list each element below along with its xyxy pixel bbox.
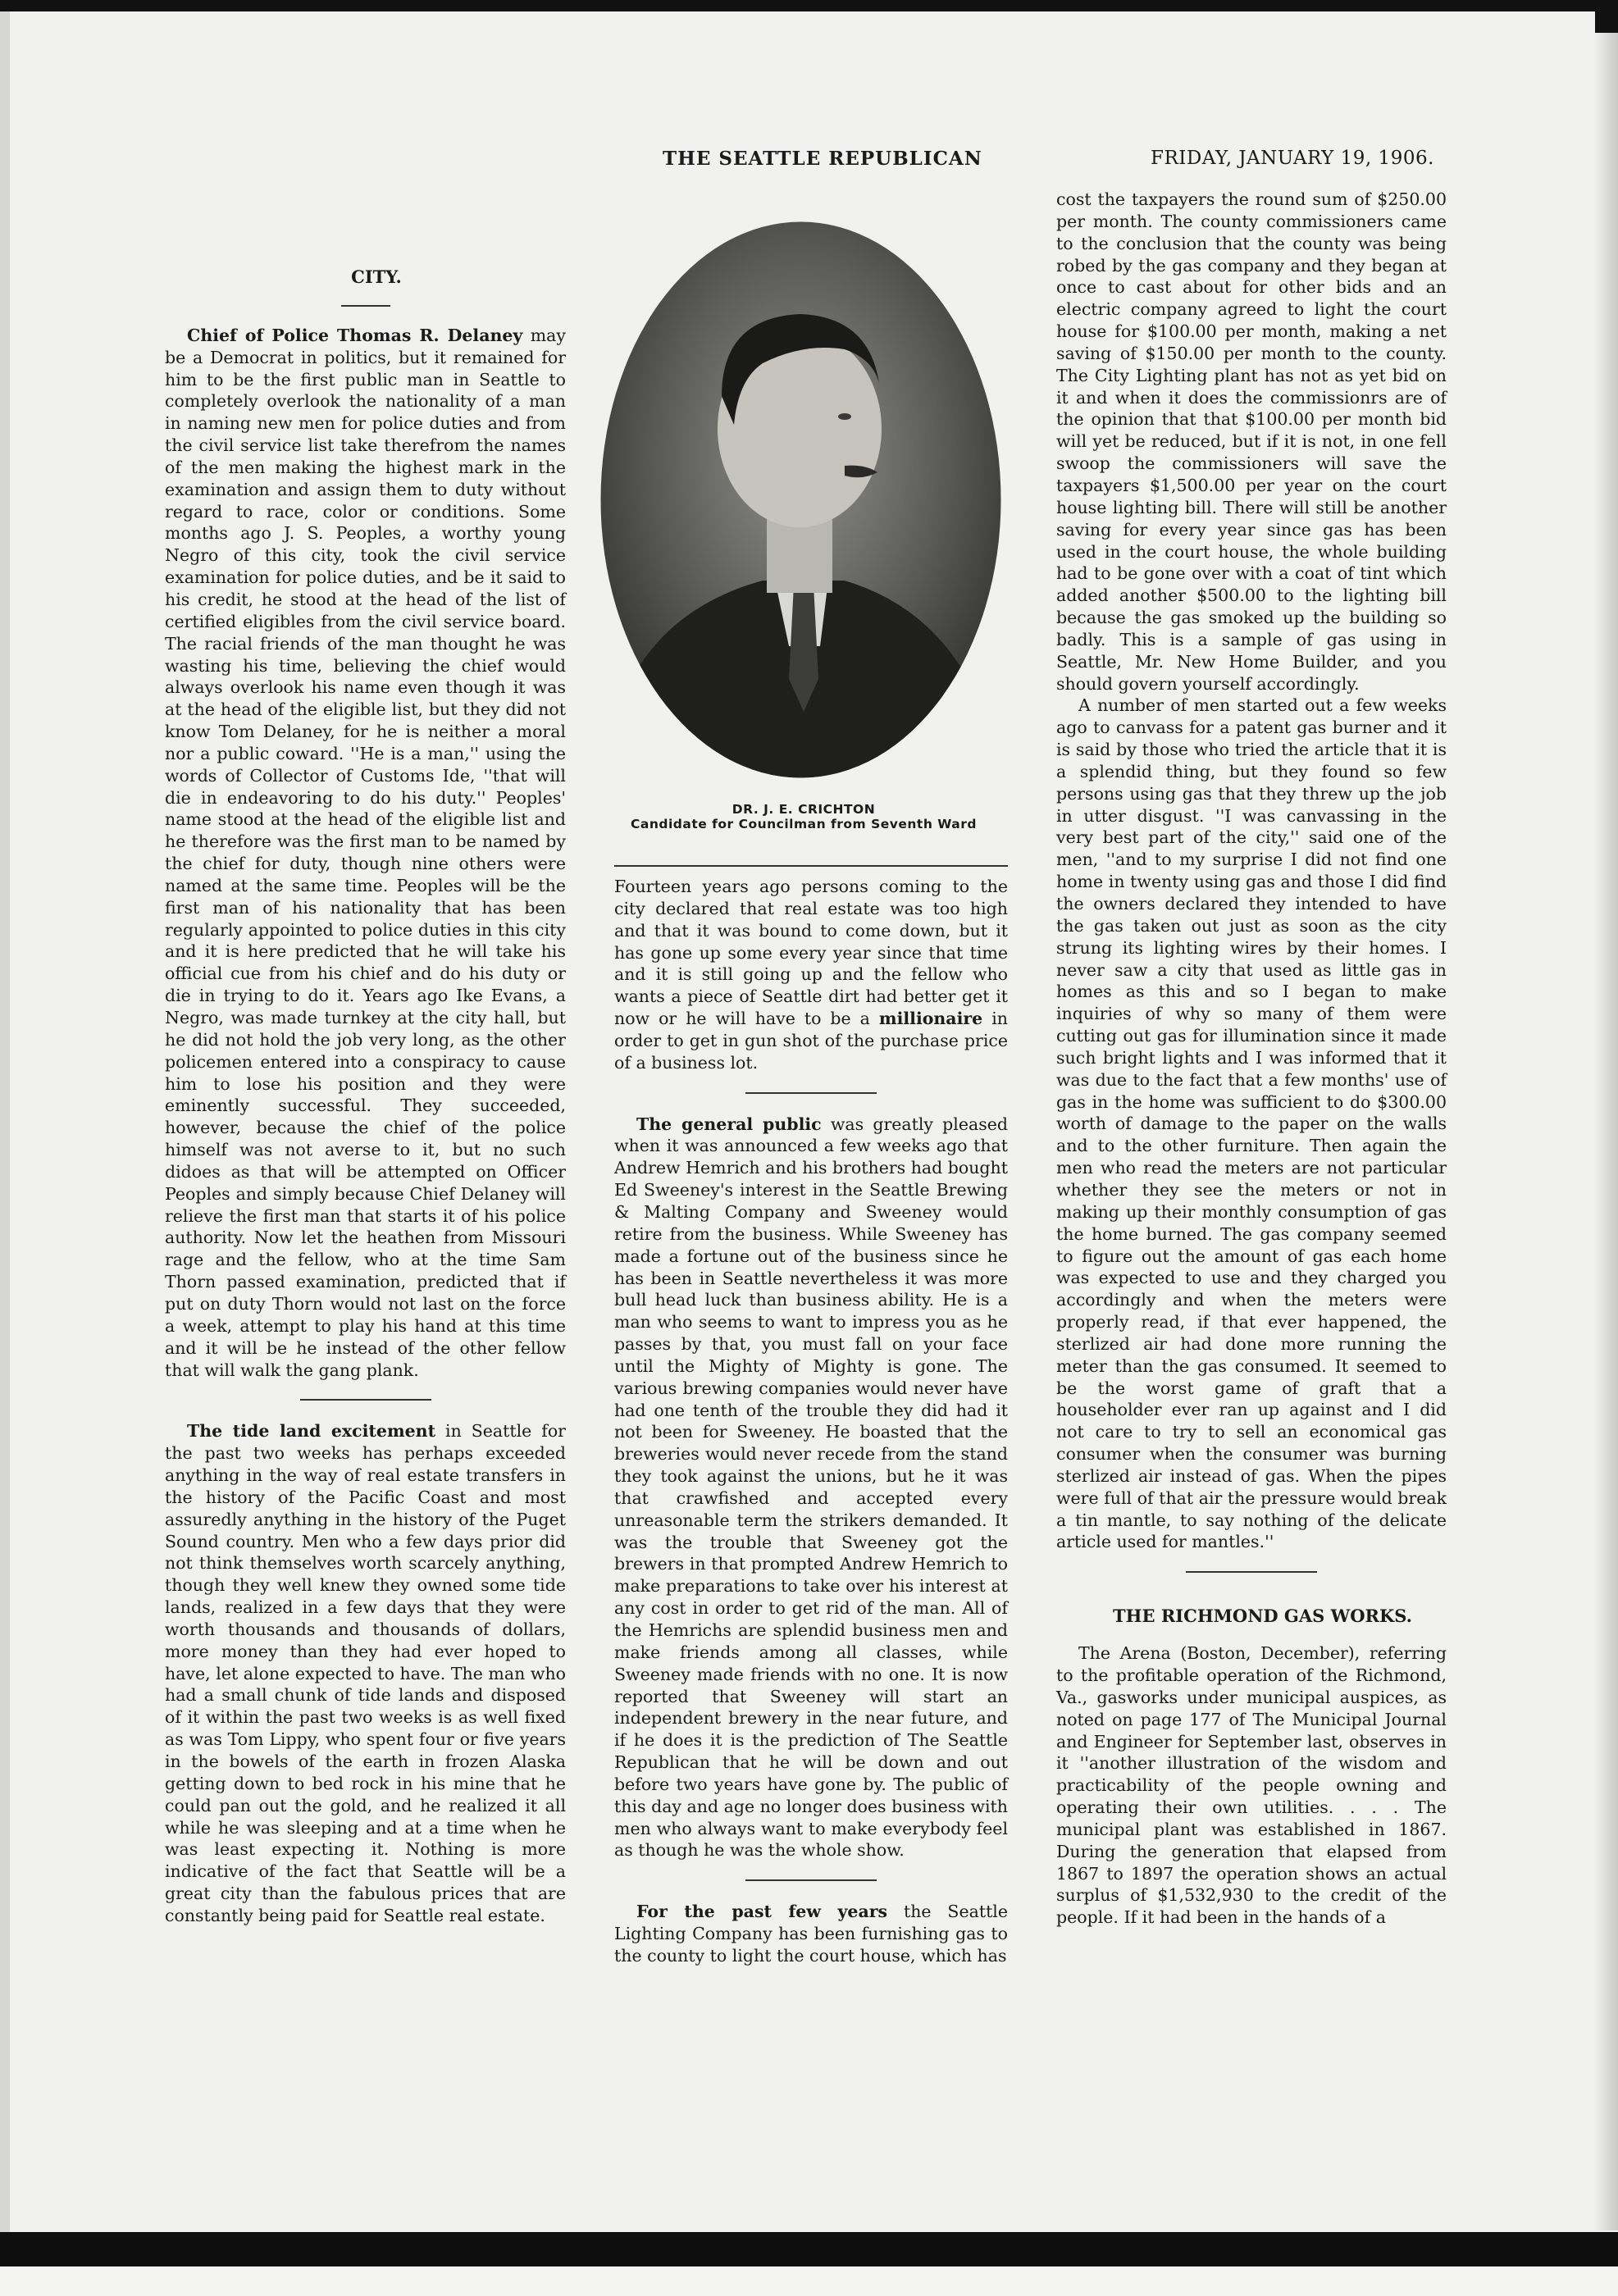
article-real-estate [614, 876, 1008, 1074]
portrait-caption [607, 802, 1000, 831]
column-right [1056, 189, 1447, 1929]
scan-left-edge [0, 11, 10, 2234]
issue-date: FRIDAY, JANUARY 19, 1906. [1151, 148, 1434, 169]
article-body: in order to get in gun shot of the purchase price of a business lot. [614, 1009, 1008, 1073]
newspaper-name: THE SEATTLE REPUBLICAN [663, 148, 982, 170]
article-body: may be a Democrat in politics, but it remained for him to be the first public man in Seattle to completely overlook the nationality of a man in naming new men for police duties and from the civil service list take therefrom the names of the men making the highest mark in the examination and assign them to duty without regard to race, color or conditions. Some months ago J. S. Peoples, a worthy young Negro of this city, took the civil service examination for police duties, and be it said to his credit, he stood at the head of the list of certified eligibles from the civil service board. The racial friends of the man thought he was wasting his time, believing the chief would always overlook his name even though it was at the head of the eligible list, but they did not know Tom Delaney, for he is neither a moral nor a public coward. ''He is a man,'' using the words of Collector of Customs Ide, ''that will die in endeavoring to do his duty.'' Peoples' name stood at the head of the eligible list and he therefore was the first man to be named by the chief for duty, though nine others were named at the same time. Peoples will be the first man of his nationality that has been regularly appointed to police duties in this city and it is here predicted that he will take his official cue from his chief and do his duty or die in trying to do it. Years ago Ike Evans, a Negro, was made turnkey at the city hall, but he did not hold the job very long, as the other policemen entered into a conspiracy to cause him to lose his position and they were eminently successful. They succeeded, however, because the chief of the police himself was not averse to it, but no such didoes as that will be attempted on Officer Peoples and simply because Chief Delaney will relieve the first man that starts it of his police authority. Now let the heathen from Missouri rage and the fellow, who at the time Sam Thorn passed examination, predicted that if put on duty Thorn would not last on the force a week, attempt to play his hand at this time and it will be he instead of the other fellow that will walk the gang plank. [165, 325, 566, 1380]
article-lead: The tide land excitement [187, 1421, 436, 1442]
article-richmond: The Arena (Boston, December), referring to the profitable operation of the Richmond, Va., gasworks under municipal auspices, as noted on page 177 of The Municipal Journal and Engineer for September last, observes in it ''another illustration of the wisdom and practicability of the people owning and operating their own utilities. . . . The municipal plant was established in 1867. During the generation that elapsed from 1867 to 1897 the operation shows an actual surplus of $1,532,930 to the credit of the people. If it had been in the hands of a [1056, 1643, 1447, 1928]
article-divider [1186, 1571, 1317, 1573]
portrait-photo [599, 220, 1003, 780]
article-gas-lighting-continued: cost the taxpayers the round sum of $250.00 per month. The county commissioners came to the conclusion that the county was being robed by the gas company and they began at once to cast about for other bids and an electric company agreed to light the court house for $100.00 per month, making a net saving of $150.00 per month to the county. The City Lighting plant has not as yet bid on it and when it does the commissionrs are of the opinion that that $100.00 per month bid will yet be reduced, but if it is not, in one fell swoop the commissioners will save the taxpayers $1,500.00 per year on the court house lighting bill. There will still be another saving for every year since gas has been used in the court house, the whole building had to be gone over with a coat of tint which added another $500.00 to the lighting bill because the gas smoked up the building so badly. This is a sample of gas using in Seattle, Mr. New Home Builder, and you should govern yourself accordingly. [1056, 189, 1447, 694]
article-divider [745, 1879, 877, 1881]
article-body: Fourteen years ago persons coming to the city declared that real estate was too high and that it was bound to come down, but it has gone up some every year since that time and it is still going up and the fellow who wants a piece of Seattle dirt had better get it now or he will have to be a [614, 877, 1008, 1029]
article-divider [300, 1399, 431, 1401]
article-brewery [614, 1114, 1008, 1862]
column-left [165, 266, 566, 1927]
article-delaney [165, 325, 566, 1382]
heading-rule [341, 305, 390, 307]
article-lead: For the past few years [636, 1902, 888, 1922]
section-heading-city: CITY. [351, 266, 402, 287]
scan-right-edge [1593, 33, 1618, 2230]
caption-role: Candidate for Councilman from Seventh Ward [630, 817, 978, 831]
section-heading-richmond: THE RICHMOND GAS WORKS. [1113, 1606, 1412, 1627]
article-body: was greatly pleased when it was announced a few weeks ago that Andrew Hemrich and his brothers had bought Ed Sweeney's interest in the Seattle Brewing & Malting Company and Sweeney would retire from the business. While Sweeney has made a fortune out of the business since he has been in Seattle nevertheless it was more bull head luck than business ability. He is a man who seems to want to impress you as he passes by that, you must fall on your face until the Mighty of Mighty is gone. The various brewing companies would never have had one tenth of the trouble they did had it not been for Sweeney. He boasted that the breweries would never recede from the stand they took against the unions, but he it was that crawfished and accepted every unreasonable term the strikers demanded. It was the trouble that Sweeney got the brewers in that prompted Andrew Hemrich to make preparations to take over his interest at any cost in order to get rid of the man. All of the Hemrichs are splendid business men and make friends among all classes, while Sweeney made friends with no one. It is now reported that Sweeney will start an independent brewery in the near future, and if he does it is the prediction of The Seattle Republican that he will be down and out before two years have gone by. The public of this day and age no longer does business with men who always want to make everybody feel as though he was the whole show. [614, 1114, 1008, 1861]
scan-bottom-strip [0, 2266, 1618, 2296]
column-middle [614, 876, 1008, 1967]
article-body: the Seattle Lighting Company has been furnishing gas to the county to light the court house, which has [614, 1902, 1008, 1966]
article-tide-land [165, 1420, 566, 1926]
scan-top-border [0, 0, 1618, 11]
article-divider [745, 1092, 877, 1094]
article-lead: Chief of Police Thomas R. Delaney [187, 325, 523, 345]
article-gas-lighting [614, 1901, 1008, 1967]
article-lead: The general public [636, 1114, 822, 1134]
caption-rule [614, 865, 1008, 867]
caption-name: DR. J. E. CRICHTON [732, 802, 876, 817]
article-body: in Seattle for the past two weeks has perhaps exceeded anything in the way of real estate transfers in the history of the Pacific Coast and most assuredly anything in the history of the Puget Sound country. Men who a few days prior did not think themselves worth scarcely anything, though they well knew they owned some tide lands, realized in a few days that they were worth thousands and thousands of dollars, more money than they had ever hoped to have, let alone expected to have. The man who had a small chunk of tide lands and disposed of it within the past two weeks is as well fixed as was Tom Lippy, who spent four or five years in the bowels of the earth in frozen Alaska getting down to bed rock in his mine that he could pan out the gold, and he realized it all while he was sleeping and at a time when he was least expecting it. Nothing is more indicative of the fact that Seattle will be a great city than the fabulous prices that are constantly being paid for Seattle real estate. [165, 1421, 566, 1925]
article-gas-canvass: A number of men started out a few weeks ago to canvass for a patent gas burner and it is said by those who tried the article that it is a splendid thing, but they found so few persons using gas that they threw up the job in utter disgust. ''I was canvassing in the very best part of the city,'' said one of the men, ''and to my surprise I did not find one home in twenty using gas and those I did find the owners declared they intended to have the gas taken out just as soon as the city strung its lighting wires by their homes. I never saw a city that used as little gas in homes as this and so I began to make inquiries of why so many of them were cutting out gas for illumination since it made such bright lights and I was informed that it was due to the fact that a few months' use of gas in the home was sufficient to do $300.00 worth of damage to the paper on the walls and to the other furniture. Then again the men who read the meters are not particular whether they see the meters or not in making up their monthly consumption of gas the home burned. The gas company seemed to figure out the amount of gas each home was expected to use and they charged you accordingly and when the meters were properly read, if that ever happened, the sterlized air had done more running the meter than the gas consumed. It seemed to be the worst game of graft that a householder ever ran up against and I did not care to try to sell an economical gas consumer when the consumer was burning sterlized air instead of gas. When the pipes were full of that air the pressure would break a tin mantle, to say nothing of the delicate article used for mantles.'' [1056, 695, 1447, 1552]
scan-top-corner [1595, 0, 1618, 33]
emphasis-word: millionaire [878, 1009, 983, 1029]
